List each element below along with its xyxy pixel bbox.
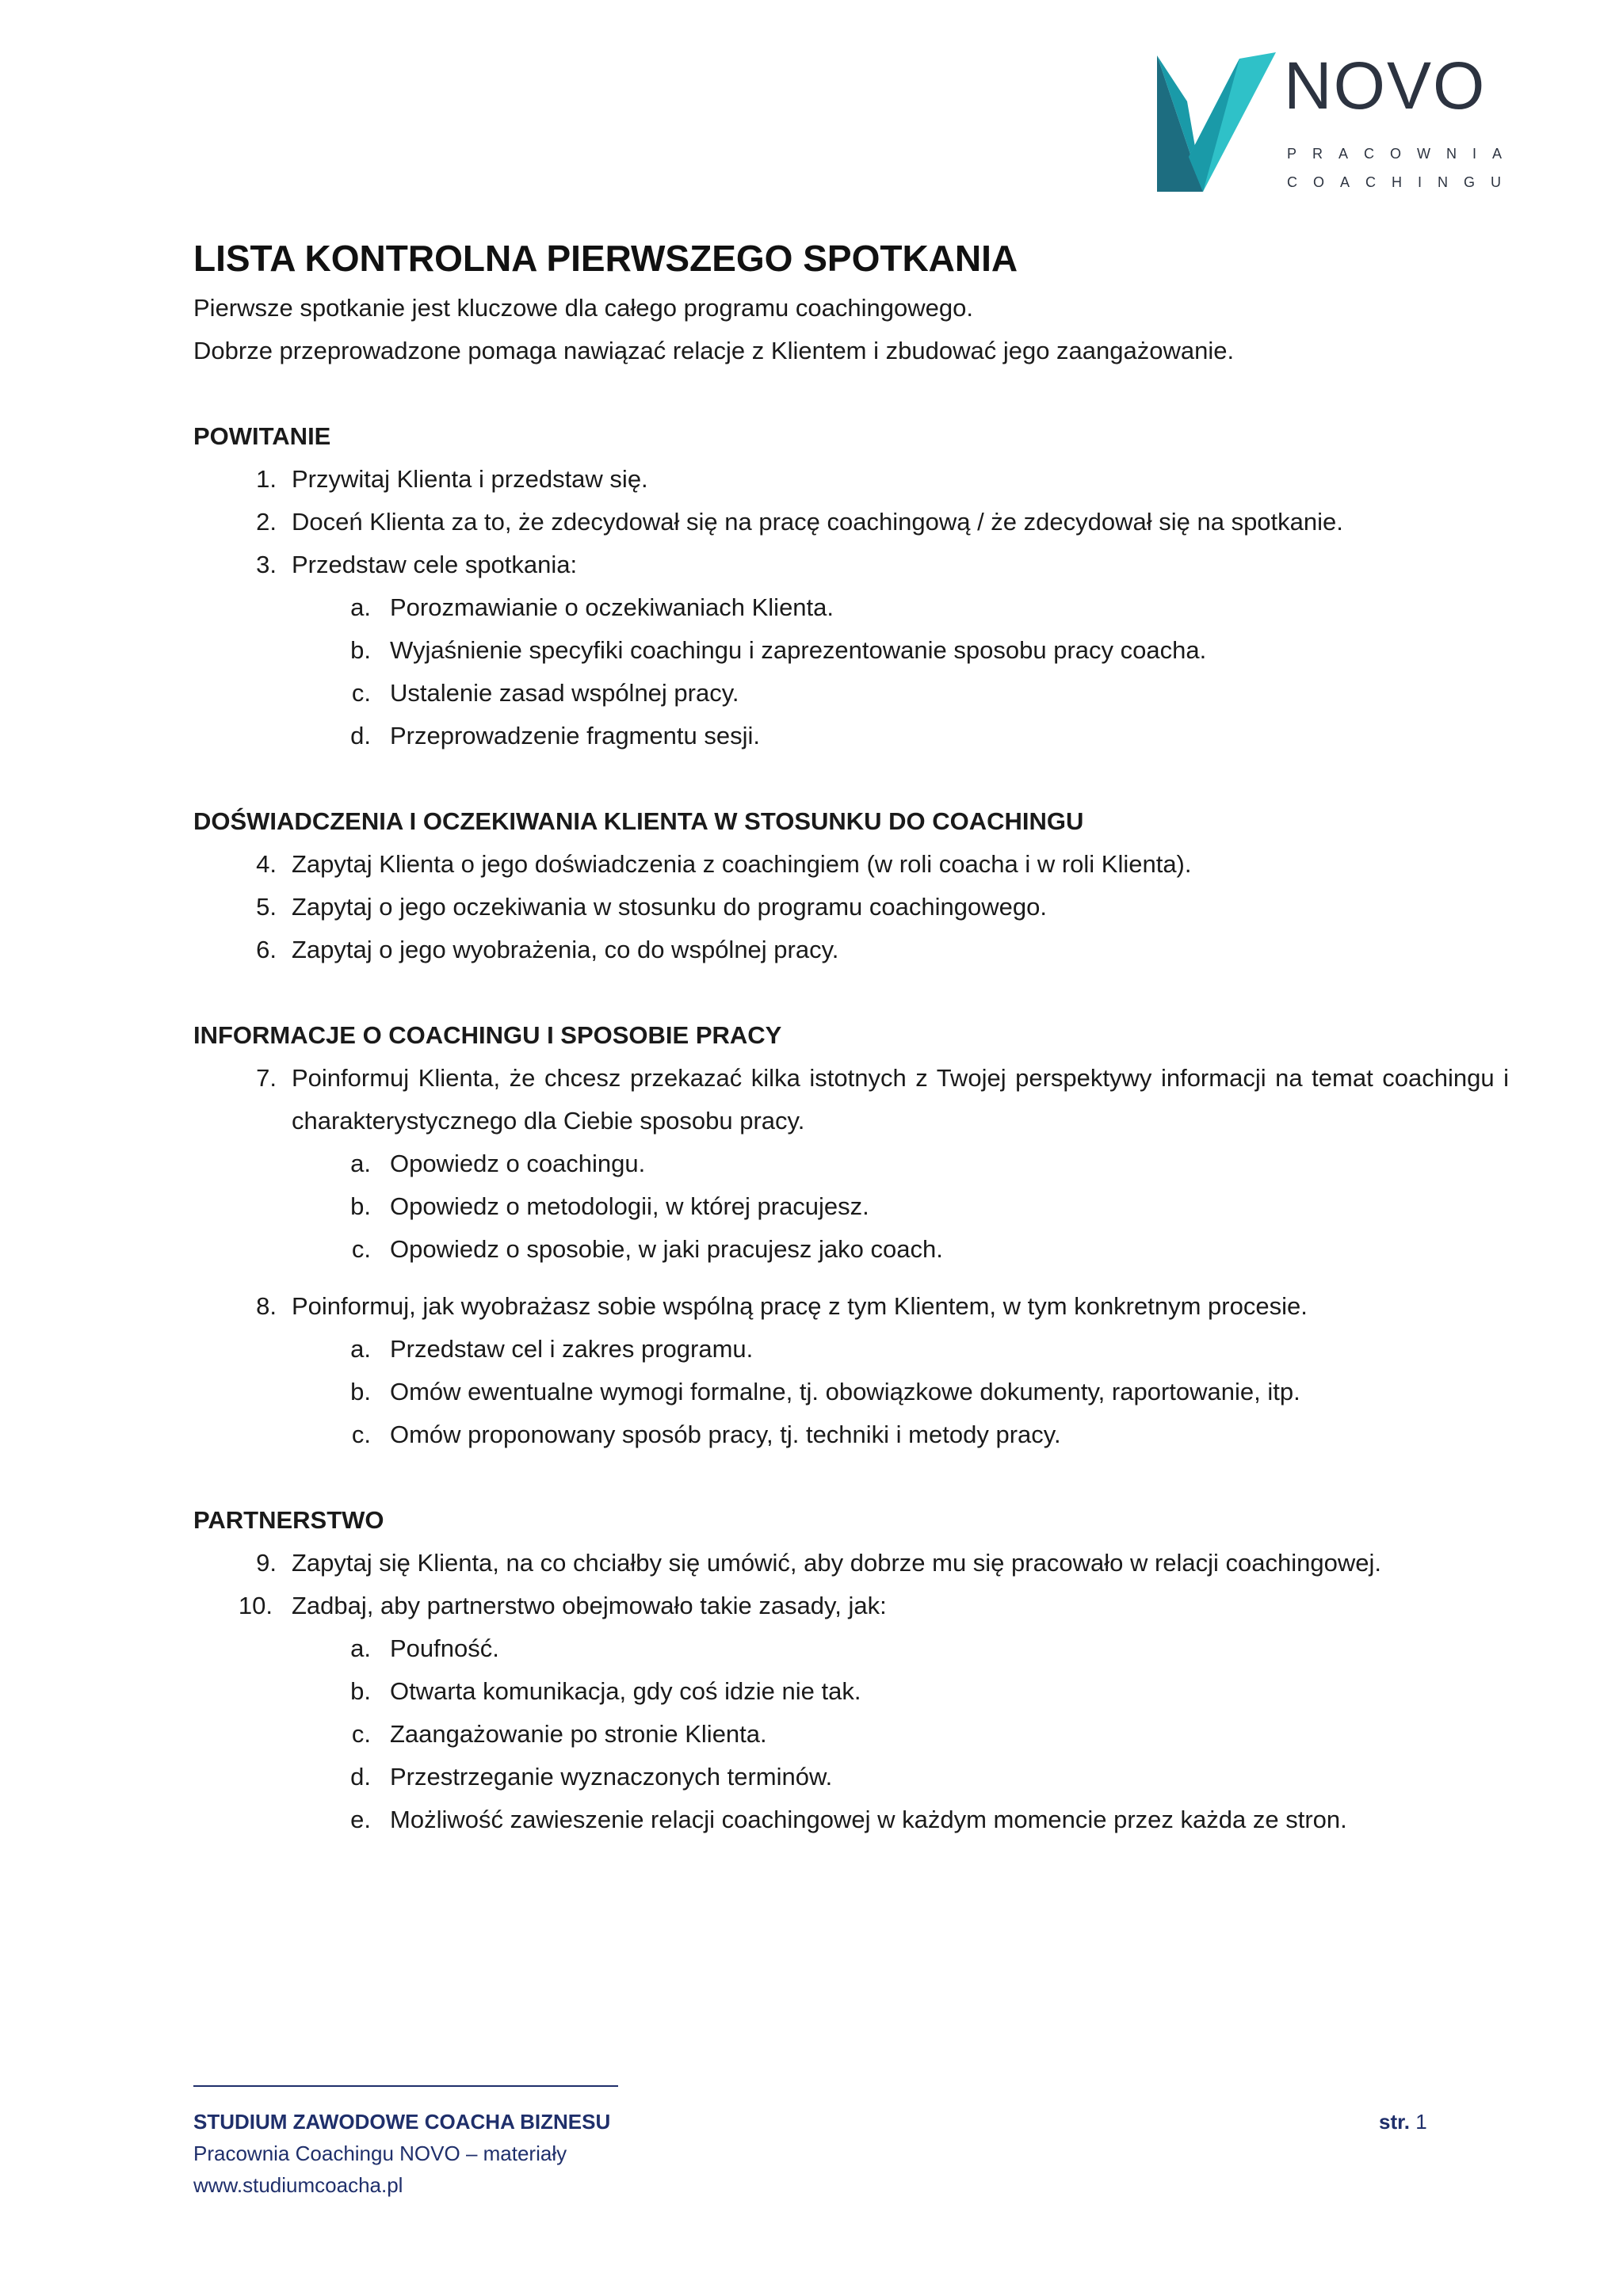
item-text: Doceń Klienta za to, że zdecydował się na pracę coachingową / że zdecydował się na spotkanie. — [292, 508, 1343, 536]
list-item — [193, 1542, 1509, 1585]
novo-logo — [1157, 48, 1518, 192]
footer-subtitle: Pracownia Coachingu NOVO – materiały — [193, 2142, 567, 2165]
sub-item-text: Otwarta komunikacja, gdy coś idzie nie tak. — [390, 1677, 861, 1705]
sub-item — [292, 1371, 1509, 1413]
section-title-informacje: INFORMACJE O COACHINGU I SPOSOBIE PRACY — [193, 1021, 782, 1049]
list-item — [193, 886, 1509, 929]
list-item — [193, 1057, 1509, 1271]
footer — [193, 2106, 610, 2201]
novo-logo-mark — [1157, 52, 1276, 192]
sub-item-text: Opowiedz o metodologii, w której pracujesz. — [390, 1192, 869, 1220]
section-list — [193, 843, 1509, 971]
list-item — [193, 458, 1509, 501]
logo-wordmark: NOVO — [1284, 48, 1487, 123]
sub-item — [292, 629, 1509, 672]
sub-item-text: Ustalenie zasad wspólnej pracy. — [390, 679, 739, 707]
document-title: LISTA KONTROLNA PIERWSZEGO SPOTKANIA — [193, 238, 1018, 279]
list-item — [193, 543, 1509, 757]
sub-item-letter: c. — [351, 1720, 371, 1748]
sub-item-letter: b. — [350, 1677, 371, 1705]
sub-item — [292, 715, 1509, 757]
logo-subtitle-2: COACHINGU — [1287, 174, 1518, 190]
item-text: Przedstaw cele spotkania: — [292, 551, 578, 578]
sub-item — [292, 1185, 1509, 1228]
sub-item-letter: c. — [351, 1235, 371, 1263]
sub-item-text: Omów proponowany sposób pracy, tj. techniki i metody pracy. — [390, 1421, 1061, 1448]
sub-item-letter: b. — [350, 1192, 371, 1220]
item-number: 6. — [256, 936, 277, 963]
list-item — [193, 1285, 1509, 1456]
list-item — [193, 501, 1509, 543]
sub-item — [292, 1756, 1509, 1798]
sub-item-text: Wyjaśnienie specyfiki coachingu i zaprezentowanie sposobu pracy coacha. — [390, 636, 1207, 664]
item-text: Zapytaj się Klienta, na co chciałby się umówić, aby dobrze mu się pracowało w relacji coachingowej. — [292, 1549, 1381, 1577]
sub-list — [292, 1627, 1509, 1841]
page-value: 1 — [1415, 2110, 1427, 2134]
sub-item-letter: e. — [350, 1806, 371, 1833]
sub-item — [292, 1142, 1509, 1185]
sub-item-letter: a. — [350, 593, 371, 621]
sub-item-letter: c. — [351, 679, 371, 707]
page-number — [1379, 2106, 1427, 2138]
logo-subtitle-1: PRACOWNIA — [1287, 146, 1518, 162]
sub-item-text: Opowiedz o coachingu. — [390, 1150, 646, 1177]
sub-item-letter: d. — [350, 722, 371, 749]
list-item — [193, 1585, 1509, 1841]
item-number: 8. — [256, 1292, 277, 1320]
sub-item-text: Przestrzeganie wyznaczonych terminów. — [390, 1763, 833, 1791]
item-text: Zapytaj o jego wyobrażenia, co do wspólnej pracy. — [292, 936, 839, 963]
sub-item-letter: a. — [350, 1335, 371, 1363]
sub-item-text: Poufność. — [390, 1634, 499, 1662]
sub-item-text: Omów ewentualne wymogi formalne, tj. obowiązkowe dokumenty, raportowanie, itp. — [390, 1378, 1300, 1405]
item-number: 4. — [256, 850, 277, 878]
sub-item-letter: d. — [350, 1763, 371, 1791]
item-number: 1. — [256, 465, 277, 493]
footer-divider — [193, 2085, 618, 2087]
sub-item — [292, 1670, 1509, 1713]
item-number: 2. — [256, 508, 277, 536]
sub-item-letter: a. — [350, 1634, 371, 1662]
item-number: 10. — [238, 1592, 273, 1619]
page-label: str. — [1379, 2110, 1411, 2134]
sub-item — [292, 1228, 1509, 1271]
sub-item-text: Przeprowadzenie fragmentu sesji. — [390, 722, 760, 749]
item-number: 5. — [256, 893, 277, 921]
sub-item-text: Możliwość zawieszenie relacji coachingowej w każdym momencie przez każda ze stron. — [390, 1806, 1347, 1833]
list-item — [193, 843, 1509, 886]
sub-item-text: Opowiedz o sposobie, w jaki pracujesz jako coach. — [390, 1235, 943, 1263]
sub-item-text: Zaangażowanie po stronie Klienta. — [390, 1720, 767, 1748]
sub-item — [292, 1713, 1509, 1756]
section-list — [193, 1057, 1509, 1456]
item-text: Poinformuj, jak wyobrażasz sobie wspólną pracę z tym Klientem, w tym konkretnym procesie. — [292, 1292, 1308, 1320]
section-list — [193, 458, 1509, 757]
item-text: Zapytaj Klienta o jego doświadczenia z coachingiem (w roli coacha i w roli Klienta). — [292, 850, 1192, 878]
item-text: Zapytaj o jego oczekiwania w stosunku do programu coachingowego. — [292, 893, 1047, 921]
item-text: Przywitaj Klienta i przedstaw się. — [292, 465, 648, 493]
section-title-doswiadczenia: DOŚWIADCZENIA I OCZEKIWANIA KLIENTA W STOSUNKU DO COACHINGU — [193, 807, 1084, 835]
item-number: 9. — [256, 1549, 277, 1577]
sub-item-text: Porozmawianie o oczekiwaniach Klienta. — [390, 593, 834, 621]
item-number: 7. — [256, 1064, 277, 1092]
sub-item-text: Przedstaw cel i zakres programu. — [390, 1335, 754, 1363]
sub-item-letter: a. — [350, 1150, 371, 1177]
intro-line-1: Pierwsze spotkanie jest kluczowe dla całego programu coachingowego. — [193, 294, 973, 322]
section-title-powitanie: POWITANIE — [193, 422, 331, 450]
item-text: Zadbaj, aby partnerstwo obejmowało takie zasady, jak: — [292, 1592, 887, 1619]
footer-website: www.studiumcoacha.pl — [193, 2173, 403, 2197]
item-gap — [193, 1271, 1509, 1285]
sub-item-letter: b. — [350, 1378, 371, 1405]
item-number: 3. — [256, 551, 277, 578]
intro-line-2: Dobrze przeprowadzone pomaga nawiązać relacje z Klientem i zbudować jego zaangażowanie. — [193, 337, 1235, 364]
sub-item — [292, 672, 1509, 715]
sub-list — [292, 1142, 1509, 1271]
sub-item — [292, 1798, 1509, 1841]
document-body — [193, 230, 1509, 1841]
list-item — [193, 929, 1509, 971]
sub-item — [292, 1627, 1509, 1670]
sub-item — [292, 1328, 1509, 1371]
footer-course-name: STUDIUM ZAWODOWE COACHA BIZNESU — [193, 2110, 611, 2134]
item-text: Poinformuj Klienta, że chcesz przekazać kilka istotnych z Twojej perspektywy informacji na temat coachingu i charakterystycznego dla Ciebie sposobu pracy. — [292, 1064, 1509, 1135]
sub-list — [292, 586, 1509, 757]
sub-item — [292, 586, 1509, 629]
sub-item — [292, 1413, 1509, 1456]
sub-item-letter: b. — [350, 636, 371, 664]
sub-item-letter: c. — [351, 1421, 371, 1448]
sub-list — [292, 1328, 1509, 1456]
section-list — [193, 1542, 1509, 1841]
section-title-partnerstwo: PARTNERSTWO — [193, 1506, 384, 1534]
